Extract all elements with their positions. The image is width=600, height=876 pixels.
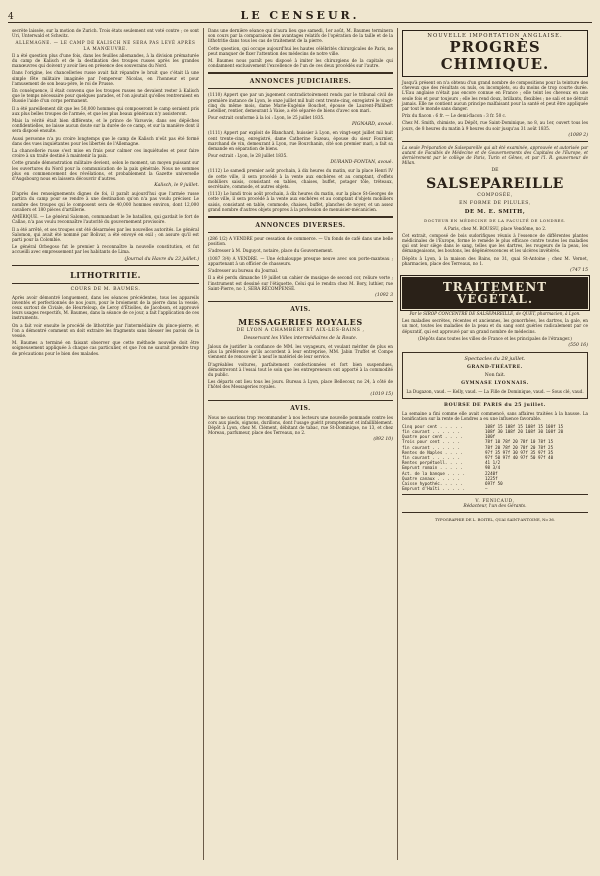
printer-imprint: TYPOGRAPHIE DE L. BOITEL, QUAI SAINT-ANTOINE, No 36. bbox=[434, 517, 556, 523]
ad-subheading: DE M. E. SMITH, bbox=[464, 208, 526, 215]
article-text: En conséquence, il était convenu que les troupes russes ne devaient rester à Kalisch que le temps nécessaire pour quelques parades, et l'on ajoutait qu'elles rentreraient en Russie l'aide d'un corps permanent. bbox=[12, 88, 199, 104]
dateline: Kalisch, le 9 juillet. bbox=[154, 183, 199, 189]
section-subheading: COURS DE M. BAUMES. bbox=[70, 286, 141, 292]
article-text: Aussi personne n'a pu croire longtemps que le camp de Kalisch n'eût pas été formé dans des vues inquiétantes pour les libertés de l'Allemagne. bbox=[12, 135, 199, 146]
ad-heading: PROGRÈS CHIMIQUE. bbox=[440, 38, 550, 73]
ad-text: Prix du flacon : 6 fr. — Le demi-flacon : 3 fr. 50 c. bbox=[402, 113, 507, 119]
divider bbox=[208, 88, 393, 89]
article-text: Il a été question plus d'une fois, dans les feuilles allemandes, à la division prématurée du camp de Kalisch et de la destination des troupes russes après les grandes manœuvres qui doivent y avoir lieu en présence des souverains du Nord. bbox=[12, 52, 199, 69]
article-text: Dans l'origine, les chancelleries russe avait fait répandre le bruit que c'était là une simple fête militaire imaginée par l'empereur Nicolas, en l'honneur et pour l'amusement de son beau-père, le roi de Prusse. bbox=[12, 70, 199, 86]
article-text: Mais la vérité était bien différente, et le prince de Varsovie, dans ses dépêches confidentielles, ne laisse aucun doute sur la durée de ce camp, et sur la manière dont il sera disposé ensuite. bbox=[12, 118, 199, 134]
section-heading-avis: AVIS. bbox=[290, 404, 311, 412]
ad-text: Dépôts à Lyon, à la maison des Bains, no 31, quai St-Antoine ; chez M. Vernet, pharmacien, place des Terreaux, no 1. bbox=[402, 255, 588, 266]
ad-heading-messageries: MESSAGERIES ROYALES bbox=[238, 316, 363, 327]
dateline: AMÉRIQUE. — Le général Salomon, commandant le 3e bataillon, qui gardait le fort de Callao, n'a pas voulu reconnaître l'autorité du gouvernement provisoire. bbox=[12, 214, 199, 225]
bourse-values: 108f 15 108f 15 108f 15 108f 15 bbox=[485, 423, 564, 429]
ad-box-progres-chimique bbox=[402, 30, 588, 77]
divider bbox=[12, 265, 199, 266]
bourse-values: 78f 20 78f 20 78f 20 78f 25 bbox=[485, 444, 554, 450]
article-text: D'après des renseignements dignes de foi, il paraît aujourd'hui que l'armée russe partira du camp pour se rendre à une destination qu'on n'a pas voulu préciser. Le nombre des troupes qui le composent sera de 40,000 hommes environ, dont 12,000 cavaliers et 180 pièces d'artillerie. bbox=[12, 191, 199, 212]
bourse-label: Act. de la banque . . . . bbox=[402, 470, 466, 476]
bourse-values: 97f 35 97f 30 97f 35 97f 35 bbox=[485, 449, 554, 455]
bourse-label: Emprunt d'Haïti . . . . . bbox=[402, 486, 466, 492]
ad-text: Par le SIROP CONCENTRÉ DE SALSEPAREILLE, de QUET, pharmacien, à Lyon. bbox=[409, 311, 581, 317]
ad-reference: (892 10) bbox=[373, 437, 393, 443]
bourse-values: 108f 30 108f 20 108f 30 108f 20 bbox=[485, 428, 564, 434]
divider bbox=[402, 512, 588, 513]
notice-reference: (1092 3 bbox=[375, 292, 393, 298]
section-heading-annonces-diverses: ANNONCES DIVERSES. bbox=[255, 222, 346, 230]
bourse-label: fin courant . . . . . . bbox=[402, 444, 460, 450]
masthead bbox=[8, 8, 592, 23]
bourse-label: Caisse hypothéc. . . . . bbox=[402, 480, 463, 486]
theatre-name: GRAND-THÉATRE. bbox=[466, 365, 524, 371]
bourse-values: 1225f bbox=[485, 475, 498, 481]
ad-text: Cet extrait, composé de bois sudorifiques réunis à l'essence de différentes plantes médicinales de l'Europe, forme le remède le plus efficace contre toutes les maladies qui ont leur siège dans le sang, telles que les dartres, les rougeurs de la peau, les démangeaisons, les boutons, les dégénérescences et les ulcères invétérés. bbox=[402, 232, 588, 254]
bourse-values: — bbox=[485, 486, 488, 492]
notice-signature: PIGNARD, avoué. bbox=[351, 122, 393, 128]
notice-text: Pour extrait : Lyon, le 28 juillet 1835. bbox=[208, 153, 288, 159]
gymnase-name: GYMNASE LYONNAIS. bbox=[461, 381, 529, 387]
notice-text: (286 1/2) A VENDRE pour cessation de commerce. — Un fonds de café dans une belle position. bbox=[208, 236, 393, 247]
ad-text: A Paris, chez M. ROUSSU, place Vendôme, no 2. bbox=[443, 225, 547, 231]
ad-banner-traitement-vegetal: TRAITEMENT VÉGÉTAL. bbox=[402, 277, 588, 309]
column-1 bbox=[8, 28, 204, 860]
column-2 bbox=[204, 28, 398, 860]
newspaper-page bbox=[8, 8, 592, 860]
ad-text: Les départs ont lieu tous les jours. Bureau à Lyon, place Bellecour, no 24, à côté de l'hôtel des Messageries royales. bbox=[208, 379, 393, 390]
ad-reference: (1089 2) bbox=[568, 132, 588, 138]
divider bbox=[208, 216, 393, 218]
page-number: 4 bbox=[8, 12, 14, 22]
bourse-label: Quatre canaux . . . . . bbox=[402, 475, 460, 481]
bourse-label: fin courant . . . . . . bbox=[402, 454, 460, 460]
notice-text: S'adresser au bureau du Journal. bbox=[208, 268, 279, 274]
ad-text: Les maladies secrètes, récentes et anciennes, les gonorrhées, les dartres, la gale, en un mot, toutes les maladies de la peau et du sang sont guéries radicalement par ce dépuratif, qui est approuvé par un grand nombre de médecins. bbox=[402, 318, 588, 334]
article-text: Cette question, qui occupe aujourd'hui les hautes célébrités chirurgicales de Paris, ne peut manquer de fixer l'attention des médecins de notre ville. bbox=[208, 45, 393, 56]
divider bbox=[208, 301, 393, 302]
theatre-relache: Non fait. bbox=[484, 373, 506, 379]
ad-text: Jaloux de justifier la confiance de MM. les voyageurs, et voulant mériter de plus en plus la préférence qu'ils accordent à leur entreprise, MM. Jabin Truffet et Compe viennent de renouveler à neuf le matériel de leur service. bbox=[208, 343, 393, 360]
article-text: secrète laissée, sur la motion de Zurich. Trois états seulement ont voté contre ; ce sont Uri, Unterwald et Schwitz. bbox=[12, 28, 199, 39]
section-heading-lithotritie: LITHOTRITIE. bbox=[70, 269, 141, 280]
newspaper-title: LE CENSEUR. bbox=[240, 9, 360, 22]
ad-subheading: EN FORME DE PILULES, bbox=[459, 200, 531, 206]
dateline: ALLEMAGNE. — LE CAMP DE KALISCH NE SERA PAS LEVÉ APRÈS LA MANŒUVRE. bbox=[15, 40, 196, 51]
article-text: Il a été pareillement dit que les 50,000 hommes qui composeront le camp seraient pris aux plus belles troupes de l'armée, et que les plus beaux généraux n'y assisteront. bbox=[12, 105, 199, 116]
bourse-values: 697f 50 bbox=[485, 480, 503, 486]
bourse-label: fin courant . . . . . . bbox=[402, 428, 460, 434]
ad-reference: (550 16) bbox=[568, 343, 588, 349]
article-text: M. Baumes nous paraît peu disposé à imiter les chirurgiens de la capitale qui condamnent exclusivement l'excellence de l'un de ces deux procédés sur l'autre. bbox=[208, 58, 393, 69]
bourse-values: 78f 10 78f 20 78f 10 78f 15 bbox=[485, 439, 554, 445]
bourse-values: 98 3/4 bbox=[485, 465, 501, 471]
section-heading-avis: AVIS. bbox=[290, 305, 311, 313]
column-3 bbox=[398, 28, 592, 860]
bourse-values: 2240f bbox=[485, 470, 498, 476]
bourse-label: Quatre pour cent . . . . bbox=[402, 434, 463, 440]
article-text: M. Baumes a terminé en faisant observer que cette méthode nouvelle doit être soigneusement appliquée à chaque cas particulier, et que l'on ne saurait prendre trop de précautions pour le bien des malades. bbox=[12, 340, 199, 356]
ad-preheading: DE bbox=[491, 167, 499, 173]
notice-text: Il a été perdu dimanche 19 juillet un cahier de musique de second cor, reliure verte ; l'instrument est dessiné sur l'étiquette. Celui qui le rendra chez M. Bory, luthier, rue Saint-Pierre, no 1, SERA RÉCOMPENSÉ. bbox=[208, 275, 393, 291]
notice-text: S'adresser à M. Duguyot, notaire, place du Gouvernement. bbox=[208, 248, 334, 254]
ad-subheading: DOCTEUR EN MÉDECINE DE LA FACULTÉ DE LONDRES. bbox=[424, 217, 566, 223]
bourse-label: Cinq pour cent . . . . . bbox=[402, 423, 463, 429]
bourse-intro: La semaine a fini comme elle avait commencé, sans affaires traitées à la hausse. La bonification sur la rente de Londres a eu une influence favorable. bbox=[402, 411, 588, 422]
notice-signature: DURAND-FONTAN, avoué. bbox=[330, 160, 393, 166]
ad-subheading: COMPOSÉE, bbox=[477, 192, 513, 198]
bourse-label: Emprunt romain . . . . . bbox=[402, 465, 463, 471]
divider bbox=[208, 72, 393, 74]
bourse-label: Trois pour cent . . . . bbox=[402, 439, 460, 445]
spectacles-box bbox=[402, 352, 588, 399]
article-text: Le général Orbegoso fut le premier à reconnaître la nouvelle constitution, et fut accueilli avec empressement par les habitants de Lima. bbox=[12, 244, 199, 255]
gerant-role: Rédacteur, l'un des Gérants. bbox=[463, 504, 527, 510]
ad-text: (Dépôts dans toutes les villes de France et les principales de l'étranger.) bbox=[418, 335, 572, 341]
bourse-values: 41 1/2 bbox=[485, 460, 501, 466]
divider bbox=[402, 494, 588, 495]
notice-text: (1110) Appert que par un jugement contradictoirement rendu par le tribunal civil de première instance de Lyon, le onze juillet mil huit cent trente-cinq, enregistré le vingt-cinq du même mois, dame Marie-Eugénie Bouchet, épouse de Laurent-Philibert Letellier, rentier, demeurant à Vaise, a été séparée de biens d'avec son mari. bbox=[208, 92, 393, 114]
notice-text: (1113) Le lundi trois août prochain, à dix heures du matin, sur la place St-Georges de cette ville, il sera procédé à la vente aux enchères et au comptant d'objets mobiliers saisis, consistant en table, commode, chaises, buffet, planches de noyer, et un assez grand nombre d'autres objets propres à la profession de menuisier-mécanicien. bbox=[208, 191, 393, 212]
spectacles-title: Spectacles du 28 juillet. bbox=[464, 356, 526, 363]
ad-subheading: Desservant les Villes intermédiaires de la Route. bbox=[243, 335, 358, 341]
bourse-label: Rentes perpétuell. . . . bbox=[402, 460, 463, 466]
divider bbox=[208, 400, 393, 401]
columns bbox=[8, 28, 592, 860]
bourse-label: Rentes de Naples . . . . bbox=[402, 449, 463, 455]
ad-heading-salsepareille: SALSEPAREILLE bbox=[426, 175, 564, 192]
divider bbox=[12, 283, 199, 284]
ad-text: Chez M. Smith, chimiste, au Dépôt, rue Saint-Dominique, no 8, au 1er, ouvert tous les jours, de 8 heures du matin à 9 heures du soir jusqu'au 31 août 1835. bbox=[402, 120, 588, 131]
ad-subheading: DE LYON A CHAMBÉRY ET AIX-LES-BAINS , bbox=[236, 327, 365, 333]
gerant-name: V. FENICAUD, bbox=[475, 499, 515, 505]
ad-reference: (747 15 bbox=[570, 268, 588, 274]
notice-text: (1111) Appert par exploit de Blanchard, huissier à Lyon, en vingt-sept juillet mil huit cent trente-cinq, enregistré, dame Catherine Suzeau, épouse du sieur Fournier, marchand de vin, demeurant à Lyon, rue Bourchanin, cité son premier mari, a fait sa demande en séparation de biens. bbox=[208, 130, 393, 152]
ad-preheading: NOUVELLE IMPORTATION ANGLAISE. bbox=[427, 33, 563, 39]
article-text: Il a été arrêté, et ses troupes ont été désarmées par les nouvelles autorités. Le général Salomon, qui avait été nommé par Bolivar, a été envoyé en exil ; on assure qu'il est parti pour la Colombie. bbox=[12, 226, 199, 242]
bourse-values: 100f bbox=[485, 434, 496, 440]
article-text: Après avoir démontré longuement, dans les séances précédentes, tous les appareils inventés et perfectionnés de nos jours, pour le broiement de la pierre dans la vessie, ceux surtout de Civiale, de Heurteloup, de Leroy d'Étiolles, de Jacobson, et approuvé leurs usages respectifs, M. Baumes, dans la séance de ce jour, a fait l'application de ces instruments. bbox=[12, 294, 199, 321]
article-text: Cette grande démonstration militaire devient, selon le moment, un moyen puissant sur les ouvertures du Nord pour la communication de la paix générale. Nous ne sommes plus en commencement des révélations, et probablement la Gazette universelle d'Augsbourg nous en laissera découvrir d'autres. bbox=[12, 160, 199, 182]
notice-text: (1087 3/4) A VENDRE. — Une échalouppe presque neuve avec son porte-manteau ; appartenant à un officier de chasseurs. bbox=[208, 255, 393, 266]
bourse-values: 97f 50 97f 40 97f 50 97f 40 bbox=[485, 454, 554, 460]
notice-text: Pour extrait conforme à la loi : Lyon, le 25 juillet 1835. bbox=[208, 115, 325, 121]
article-text: La chancellerie russe s'est mise en frais pour calmer ces inquiétudes et pour faire croire à un traité destiné à maintenir la paix. bbox=[12, 148, 199, 159]
ad-text: Jusqu'à présent on n'a obtenu d'un grand nombre de compositions pour la teinture des cheveux que des résultats ou nuls, ou incomplets, ou du moins de trop courte durée. L'Eau anglaise n'était pas encore connue en France ; elle teint les cheveux en une seule fois et pour toujours ; elle les rend doux, brillants, flexibles ; ne sali et ne détruit jamais. Elle ne contient aucun principe malfaisant pour la santé et peut être appliquée par tout le monde sans danger. bbox=[402, 80, 588, 112]
article-text: Dans une dernière séance qui n'aura lieu que samedi, 1er août, M. Baumes terminera son cours par la comparaison des avantages relatifs de l'opération de la taille et de la lithotritie dans tous les cas de traitement de la pierre. bbox=[208, 28, 393, 44]
notice-text: (1112) Le samedi premier août prochain, à dix heures du matin, sur la place Henri IV de cette ville, il sera procédé à la vente aux enchères et au comptant, d'effets mobiliers saisis, consistant en tables, chaises, buffet, potager tôle, tréteaux, secrétaire, commode, et autres objets. bbox=[208, 168, 393, 190]
ad-text: D'agréables voitures, parfaitement confectionnées et fort bien suspendues, démontreront à l'essai tout le soin que les entrepreneurs ont apporté à la commodité du public. bbox=[208, 361, 393, 377]
bourse-row bbox=[402, 486, 588, 491]
bourse-table bbox=[402, 424, 588, 492]
ad-text: La seule Préparation de Salsepareille qui ait été examinée, approuvée et autorisée par autant de Facultés de Médecine et de Gouvernements des Capitales de l'Europe, et dernièrement par le collège de Paris, Turin et Gênes, et par l'I. R. gouverneur de Milan. bbox=[402, 144, 588, 166]
ad-reference: (1019 15) bbox=[370, 391, 393, 397]
article-text: On a fait voir ensuite le procédé de lithotritie par l'intermédiaire du pince-pierre, et l'on a démontré comment on doit extraire les fragments sans blesser les parois de la vessie. bbox=[12, 322, 199, 338]
source-citation: (Journal du Havre du 23 juillet.) bbox=[124, 256, 199, 262]
divider bbox=[402, 141, 588, 142]
gymnase-program: La Dugazon, vaud. — Kelly, vaud. — La Fille de Dominique, vaud. — Sous clé, vaud. bbox=[406, 389, 584, 395]
section-heading-annonces-judiciaires: ANNONCES JUDICIAIRES. bbox=[249, 78, 352, 86]
ad-text: Nous ne saurions trop recommander à nos lecteurs une nouvelle pommade contre les cors aux pieds, oignons, durillons, dont l'usage guérit promptement et infailliblement. Dépôt à Lyon, chez M. Clément, débitant de tabac, rue St-Dominique, no 13, et chez Moreau, parfumeur, place des Terreaux, no 2. bbox=[208, 414, 393, 436]
bourse-title: BOURSE DE PARIS du 25 juillet. bbox=[444, 403, 546, 409]
divider bbox=[208, 232, 393, 233]
